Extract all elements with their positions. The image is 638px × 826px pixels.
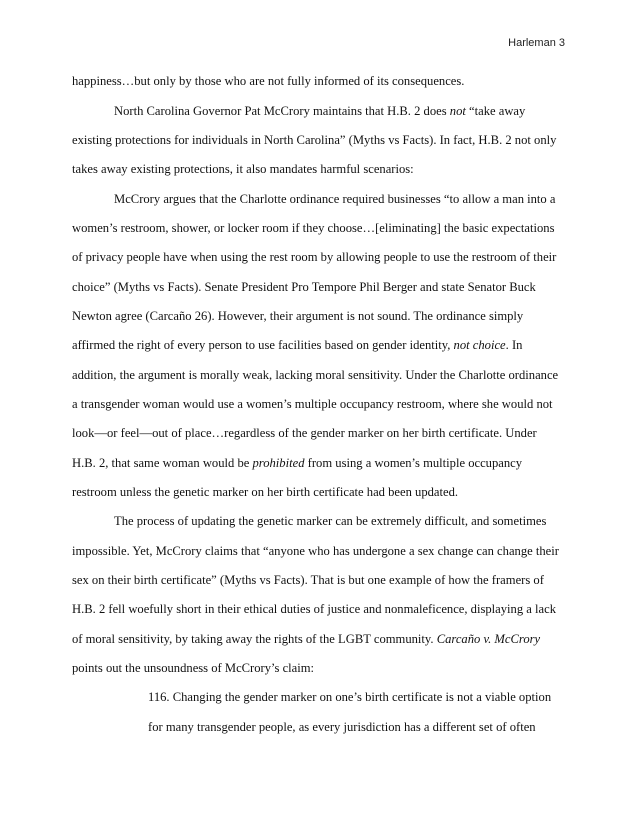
running-head: Harleman 3 bbox=[508, 37, 565, 49]
text-line: points out the unsoundness of McCrory’s claim: bbox=[72, 661, 315, 675]
text-line: North Carolina Governor Pat McCrory maintains that H.B. 2 does not “take away bbox=[114, 104, 526, 118]
text-line: a transgender woman would use a women’s multiple occupancy restroom, where she would not bbox=[72, 397, 553, 411]
text-line: H.B. 2 fell woefully short in their ethical duties of justice and nonmaleficence, displaying a lack bbox=[72, 602, 557, 616]
text-line: look—or feel—out of place…regardless of the gender marker on her birth certificate. Under bbox=[72, 426, 537, 440]
text-line: of privacy people have when using the rest room by allowing people to use the restroom of their bbox=[72, 250, 557, 264]
text-line: impossible. Yet, McCrory claims that “anyone who has undergone a sex change can change their bbox=[72, 544, 559, 558]
text-line: The process of updating the genetic marker can be extremely difficult, and sometimes bbox=[114, 514, 547, 528]
text-line: restroom unless the genetic marker on her birth certificate had been updated. bbox=[72, 485, 459, 499]
text-line: sex on their birth certificate” (Myths vs Facts). That is but one example of how the framers of bbox=[72, 573, 544, 587]
text-line: affirmed the right of every person to use facilities based on gender identity, not choice. In bbox=[72, 338, 523, 352]
text-line: choice” (Myths vs Facts). Senate President Pro Tempore Phil Berger and state Senator Buck bbox=[72, 280, 536, 294]
text-line: happiness…but only by those who are not fully informed of its consequences. bbox=[72, 74, 465, 88]
text-line: takes away existing protections, it also mandates harmful scenarios: bbox=[72, 162, 414, 176]
block-quote-line: for many transgender people, as every jurisdiction has a different set of often bbox=[148, 720, 536, 734]
text-line: addition, the argument is morally weak, lacking moral sensitivity. Under the Charlotte ordinance bbox=[72, 368, 559, 382]
text-line: existing protections for individuals in North Carolina” (Myths vs Facts). In fact, H.B. 2 not only bbox=[72, 133, 557, 147]
text-line: McCrory argues that the Charlotte ordinance required businesses “to allow a man into a bbox=[114, 192, 556, 206]
block-quote-line: 116. Changing the gender marker on one’s birth certificate is not a viable option bbox=[148, 690, 552, 704]
text-line: H.B. 2, that same woman would be prohibited from using a women’s multiple occupancy bbox=[72, 456, 523, 470]
text-line: of moral sensitivity, by taking away the rights of the LGBT community. Carcaño v. McCrory bbox=[72, 632, 541, 646]
text-line: women’s restroom, shower, or locker room if they choose…[eliminating] the basic expectations bbox=[72, 221, 555, 235]
text-line: Newton agree (Carcaño 26). However, their argument is not sound. The ordinance simply bbox=[72, 309, 524, 323]
